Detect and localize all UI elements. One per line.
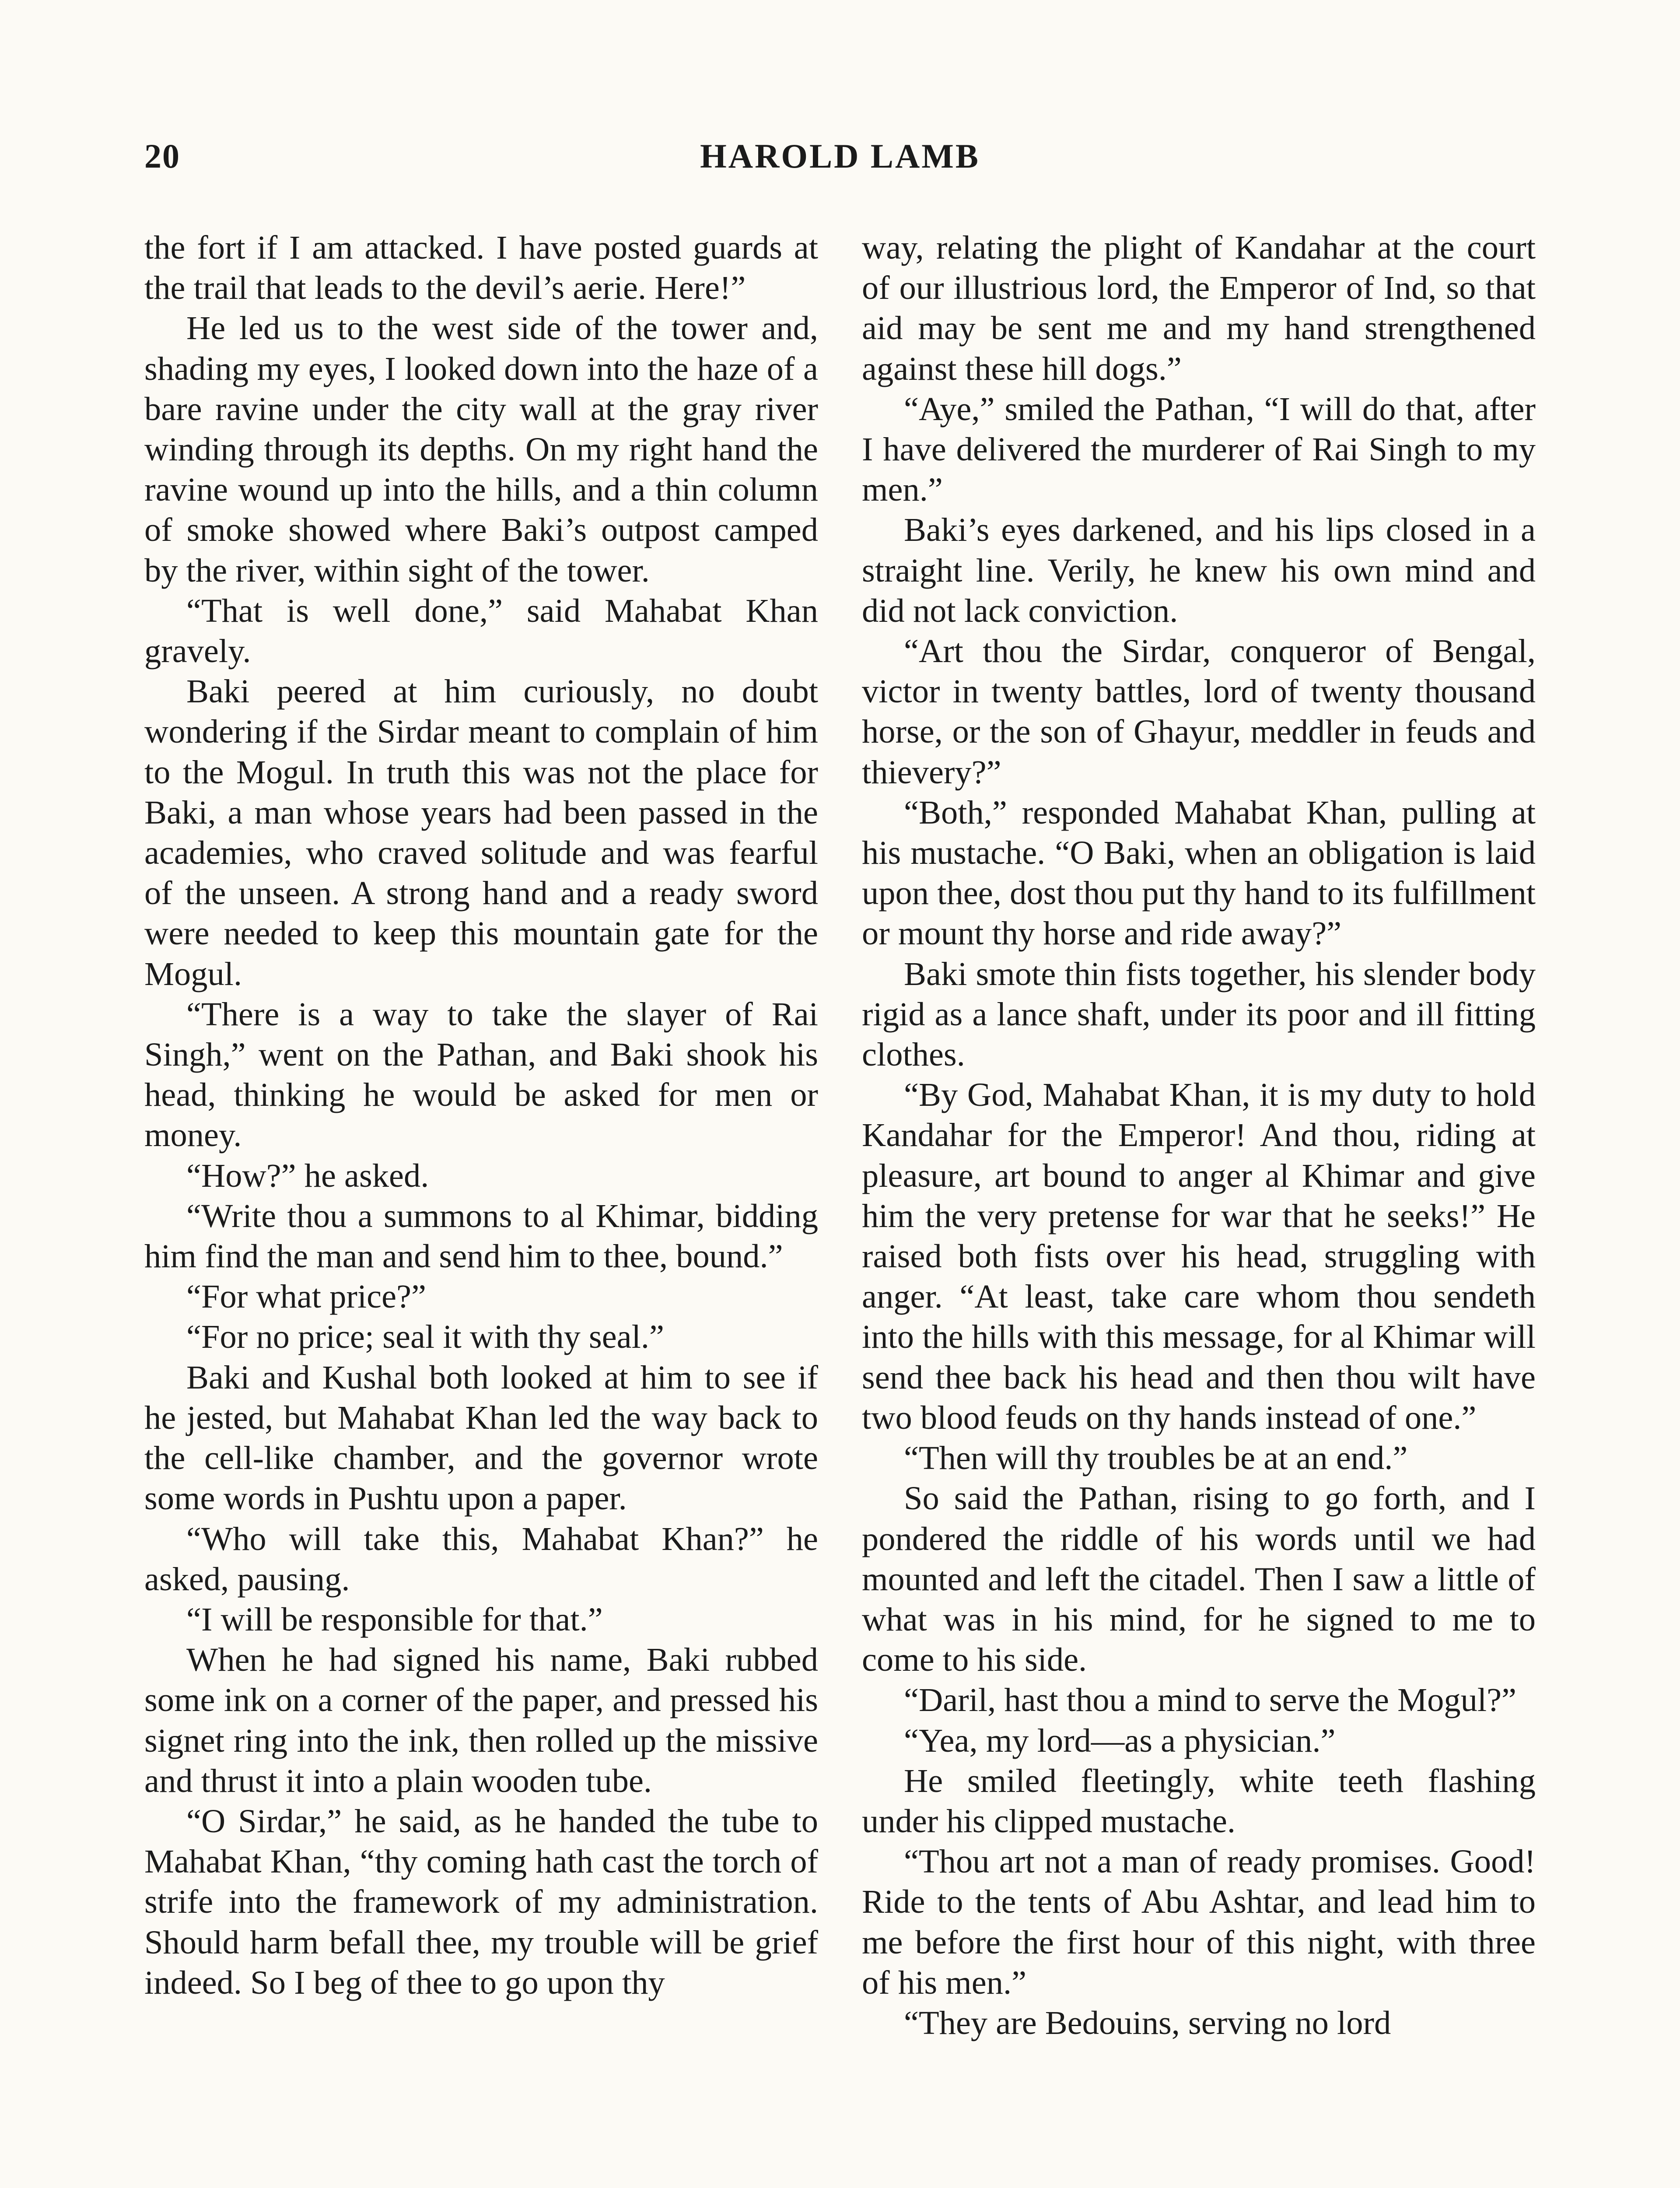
left-column	[144, 228, 818, 2188]
paragraph: “O Sirdar,” he said, as he handed the tube to Mahabat Khan, “thy coming hath cast the torch of strife into the framework of my administration. Should harm befall thee, my trouble will be grief indeed. So I beg of thee to go upon thy	[144, 1802, 818, 2001]
page-header	[144, 137, 1536, 185]
paragraph: “Daril, hast thou a mind to serve the Mogul?”	[904, 1681, 1517, 1719]
paragraph: “I will be responsible for that.”	[186, 1600, 603, 1638]
text-columns	[144, 228, 1536, 2188]
paragraph: “For no price; seal it with thy seal.”	[186, 1318, 664, 1356]
paragraph: “For what price?”	[186, 1278, 426, 1315]
paragraph: Baki smote thin fists together, his slender body rigid as a lance shaft, under its poor and ill fitting clothes.	[862, 955, 1536, 1073]
paragraph: Baki and Kushal both looked at him to see if he jested, but Mahabat Khan led the way back to the cell-like chamber, and the governor wrote some words in Pushtu upon a paper.	[144, 1358, 818, 1517]
page-number: 20	[144, 137, 180, 175]
paragraph: “Thou art not a man of ready promises. Good! Ride to the tents of Abu Ashtar, and lead him to me before the first hour of this night, with three of his men.”	[862, 1843, 1536, 2001]
paragraph: “Who will take this, Mahabat Khan?” he asked, pausing.	[144, 1520, 818, 1598]
paragraph: “Art thou the Sirdar, conqueror of Bengal, victor in twenty battles, lord of twenty thousand horse, or the son of Ghayur, meddler in feuds and thievery?”	[862, 632, 1536, 791]
paragraph: He smiled fleetingly, white teeth flashing under his clipped mustache.	[862, 1762, 1536, 1840]
paragraph: “How?” he asked.	[186, 1157, 429, 1194]
paragraph: “Write thou a summons to al Khimar, bidding him find the man and send him to thee, bound.”	[144, 1197, 818, 1275]
paragraph: “Both,” responded Mahabat Khan, pulling at his mustache. “O Baki, when an obligation is laid upon thee, dost thou put thy hand to its fulfillment or mount thy horse and ride away?”	[862, 793, 1536, 952]
right-column	[862, 228, 1536, 2188]
paragraph: When he had signed his name, Baki rubbed some ink on a corner of the paper, and pressed his signet ring into the ink, then rolled up the missive and thrust it into a plain wooden tube.	[144, 1641, 818, 1799]
paragraph: “Yea, my lord—as a physician.”	[904, 1722, 1336, 1759]
paragraph: “There is a way to take the slayer of Rai Singh,” went on the Pathan, and Baki shook his head, thinking he would be asked for men or money.	[144, 995, 818, 1154]
paragraph: So said the Pathan, rising to go forth, and I pondered the riddle of his words until we had mounted and left the citadel. Then I saw a little of what was in his mind, for he signed to me to come to his side.	[862, 1480, 1536, 1679]
paragraph: “That is well done,” said Mahabat Khan gravely.	[144, 592, 818, 670]
paragraph: the fort if I am attacked. I have posted guards at the trail that leads to the devil’s aerie. Here!”	[144, 229, 818, 307]
paragraph: Baki peered at him curiously, no doubt wondering if the Sirdar meant to complain of him to the Mogul. In truth this was not the place for Baki, a man whose years had been passed in the academies, who craved solitude and was fearful of the unseen. A strong hand and a ready sword were needed to keep this mountain gate for the Mogul.	[144, 673, 818, 992]
paragraph: He led us to the west side of the tower and, shading my eyes, I looked down into the haze of a bare ravine under the city wall at the gray river winding through its depths. On my right hand the ravine wound up into the hills, and a thin column of smoke showed where Baki’s outpost camped by the river, within sight of the tower.	[144, 309, 818, 589]
paragraph: way, relating the plight of Kandahar at the court of our illustrious lord, the Emperor of Ind, so that aid may be sent me and my hand strengthened against these hill dogs.”	[862, 229, 1536, 387]
paragraph: “They are Bedouins, serving no lord	[904, 2004, 1391, 2041]
paragraph: “Aye,” smiled the Pathan, “I will do that, after I have delivered the murderer of Rai Singh to my men.”	[862, 390, 1536, 508]
paragraph: “Then will thy troubles be at an end.”	[904, 1439, 1408, 1477]
paragraph: “By God, Mahabat Khan, it is my duty to hold Kandahar for the Emperor! And thou, riding at pleasure, art bound to anger al Khimar and give him the very pretense for war that he seeks!” He raised both fists over his head, struggling with anger. “At least, take care whom thou sendeth into the hills with this message, for al Khimar will send thee back his head and then thou wilt have two blood feuds on thy hands instead of one.”	[862, 1076, 1536, 1436]
running-head-title: HAROLD LAMB	[700, 137, 980, 175]
paragraph: Baki’s eyes darkened, and his lips closed in a straight line. Verily, he knew his own mind and did not lack conviction.	[862, 511, 1536, 629]
